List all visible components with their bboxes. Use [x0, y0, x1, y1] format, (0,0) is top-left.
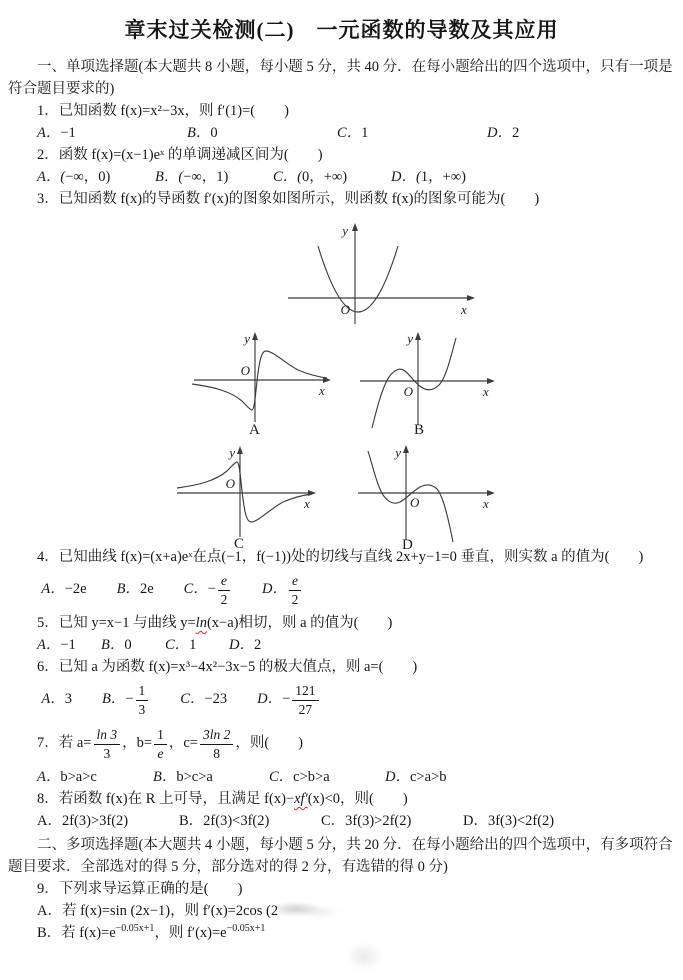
q1-option-a: A．−1: [37, 125, 76, 141]
option-c-x-label: x: [304, 496, 310, 511]
fprime-curve: [318, 246, 398, 312]
option-a-x-label: x: [319, 383, 325, 398]
q4-option-b: B．2e: [116, 581, 154, 598]
faint-eraser-smudge: [342, 942, 398, 978]
q4-options: [8, 568, 675, 612]
option-d-caption: D: [402, 537, 413, 553]
q1-options: [8, 122, 675, 144]
figure-fprime-graph: [258, 220, 488, 332]
q6-option-b: B．− $\frac{1}{3}$: [102, 683, 150, 716]
q8-stem: 8．若函数 f(x)在 R 上可导，且满足 f(x)−xf′(x)<0，则( ): [37, 791, 408, 807]
q9-stem: 9．下列求导运算正确的是( ): [37, 881, 243, 897]
option-a-axes: [194, 332, 331, 422]
q6-option-d: D．− $\frac{121}{27}$: [257, 683, 320, 716]
option-a-caption: A: [249, 422, 260, 438]
q8-options: [8, 810, 675, 832]
option-c-axes: [177, 446, 316, 537]
q5-option-a: A．−1: [37, 637, 76, 653]
q1-option-c: C．1: [337, 125, 369, 141]
q7-option-b: B．b>c>a: [153, 769, 213, 785]
q6-option-a: A．3: [41, 691, 72, 708]
q5-option-b: B．0: [101, 637, 132, 653]
q1-option-d: D．2: [487, 125, 520, 141]
option-a-y-label: y: [244, 331, 250, 346]
q4-option-a: A．−2e: [41, 581, 87, 598]
q9-b-exponent-1: −0.05x+1: [115, 923, 155, 935]
q7-option-d: D．c>a>b: [385, 769, 447, 785]
option-b-y-label: y: [407, 331, 413, 346]
q4-option-d-fraction: $\frac{e}{2}$: [289, 573, 301, 606]
q8-option-c: C．3f(3)>2f(2): [321, 813, 412, 829]
option-d-x-label: x: [483, 496, 489, 511]
q9-b-exponent-2: −0.05x+1: [226, 923, 266, 935]
q4-stem: 4．已知曲线 f(x)=(x+a)eˣ在点(−1，f(−1))处的切线与直线 2x+y−1=0 垂直，则实数 a 的值为( ): [37, 549, 644, 565]
section1-heading: 一、单项选择题(本大题共 8 小题，每小题 5 分，共 40 分．在每小题给出的四个选项中，只有一项是符合题目要求的): [8, 59, 673, 97]
option-c-origin-label: O: [225, 476, 235, 491]
q3-figure-area: [8, 210, 675, 553]
q7-fraction-a: $\frac{\ln 3}{3}$: [94, 727, 121, 760]
option-b-x-label: x: [483, 384, 489, 399]
q5-options: [8, 634, 675, 656]
q9-option-b: B．若 $f(x)=e^{-0.05x+1}$，则 $f'(x)=e^{-0.05x+1}$: [37, 923, 266, 941]
q2-options: [8, 166, 675, 188]
fprime-x-axis-label: x: [461, 302, 467, 317]
option-b-axes: [360, 332, 495, 425]
q6-option-b-fraction: $\frac{1}{3}$: [136, 683, 149, 716]
q5-ln-wavy: ln: [195, 615, 207, 631]
option-d-y-label: y: [395, 445, 401, 460]
q2-option-d: D．(1，+∞): [391, 169, 466, 185]
option-b-caption: B: [414, 422, 425, 438]
q1-option-b: B．0: [187, 125, 218, 141]
q5-stem: 5．已知 y=x−1 与曲线 y=ln(x−a)相切，则 a 的值为( ): [37, 615, 393, 631]
q7-fraction-c: $\frac{3\ln 2}{8}$: [200, 727, 233, 760]
figure-option-c-graph: [171, 445, 321, 557]
q6-options: [8, 678, 675, 722]
erased-text-smudge: [278, 901, 348, 919]
q7-stem: 7．若 a= $\frac{\ln 3}{3}$ ，b= $\frac{1}{e}$ ，c= $\frac{3\ln 2}{8}$ ，则( ): [37, 727, 304, 761]
option-b-curve: [372, 338, 456, 428]
q2-option-a: A．(−∞，0): [37, 169, 111, 185]
q7-options: [8, 766, 675, 788]
option-c-curve: [177, 462, 312, 522]
q2-option-c: C．(0，+∞): [273, 169, 348, 185]
q4-option-c: C．− $\frac{e}{2}$: [184, 573, 232, 606]
q8-option-b: B．2f(3)<3f(2): [179, 813, 270, 829]
page-title: 章末过关检测(二) 一元函数的导数及其应用: [124, 18, 559, 42]
option-b-origin-label: O: [403, 384, 413, 399]
q6-stem: 6．已知 a 为函数 f(x)=x³−4x²−3x−5 的极大值点，则 a=( ): [37, 659, 418, 675]
figure-option-a-graph: [186, 330, 336, 442]
q3-stem: 3．已知函数 f(x)的导函数 f′(x)的图象如图所示，则函数 f(x)的图象可能为( ): [37, 191, 540, 207]
q4-option-d: D． $\frac{e}{2}$: [262, 573, 303, 606]
q2-option-b: B．(−∞，1): [155, 169, 229, 185]
q8-xfprime-wavy: xf′: [294, 791, 308, 807]
fprime-origin-label: O: [340, 302, 350, 317]
option-d-origin-label: O: [410, 495, 420, 510]
q2-stem: 2．函数 f(x)=(x−1)eˣ 的单调递减区间为( ): [37, 147, 323, 163]
option-c-caption: C: [234, 536, 245, 552]
q8-option-d: D．3f(3)<2f(2): [463, 813, 555, 829]
q9-option-a: A．若 f(x)=sin (2x−1)，则 f′(x)=2cos (2: [8, 900, 675, 922]
q7-option-c: C．c>b>a: [269, 769, 330, 785]
q4-option-c-fraction: $\frac{e}{2}$: [218, 573, 230, 606]
q5-option-c: C．1: [165, 637, 197, 653]
fprime-y-axis-label: y: [342, 223, 348, 238]
q6-option-d-fraction: $\frac{121}{27}$: [292, 683, 318, 716]
q5-option-d: D．2: [229, 637, 262, 653]
q6-option-c: C．−23: [180, 691, 228, 708]
fprime-axes: [288, 223, 475, 324]
section2-heading: 二、多项选择题(本大题共 4 小题，每小题 5 分，共 20 分．在每小题给出的四个选项中，有多项符合题目要求．全部选对的得 5 分，部分选对的得 2 分，有选错的得 0 分): [8, 837, 673, 875]
q1-stem: 1．已知函数 f(x)=x²−3x，则 f′(1)=( ): [37, 103, 289, 119]
q7-option-a: A．b>a>c: [37, 769, 97, 785]
figure-option-d-graph: [350, 445, 500, 557]
q7-fraction-b: $\frac{1}{e}$: [154, 727, 167, 760]
q8-option-a: A．2f(3)>3f(2): [37, 813, 129, 829]
option-d-axes: [358, 445, 495, 540]
option-a-origin-label: O: [240, 363, 250, 378]
figure-option-b-graph: [350, 330, 500, 442]
option-c-y-label: y: [229, 445, 235, 460]
